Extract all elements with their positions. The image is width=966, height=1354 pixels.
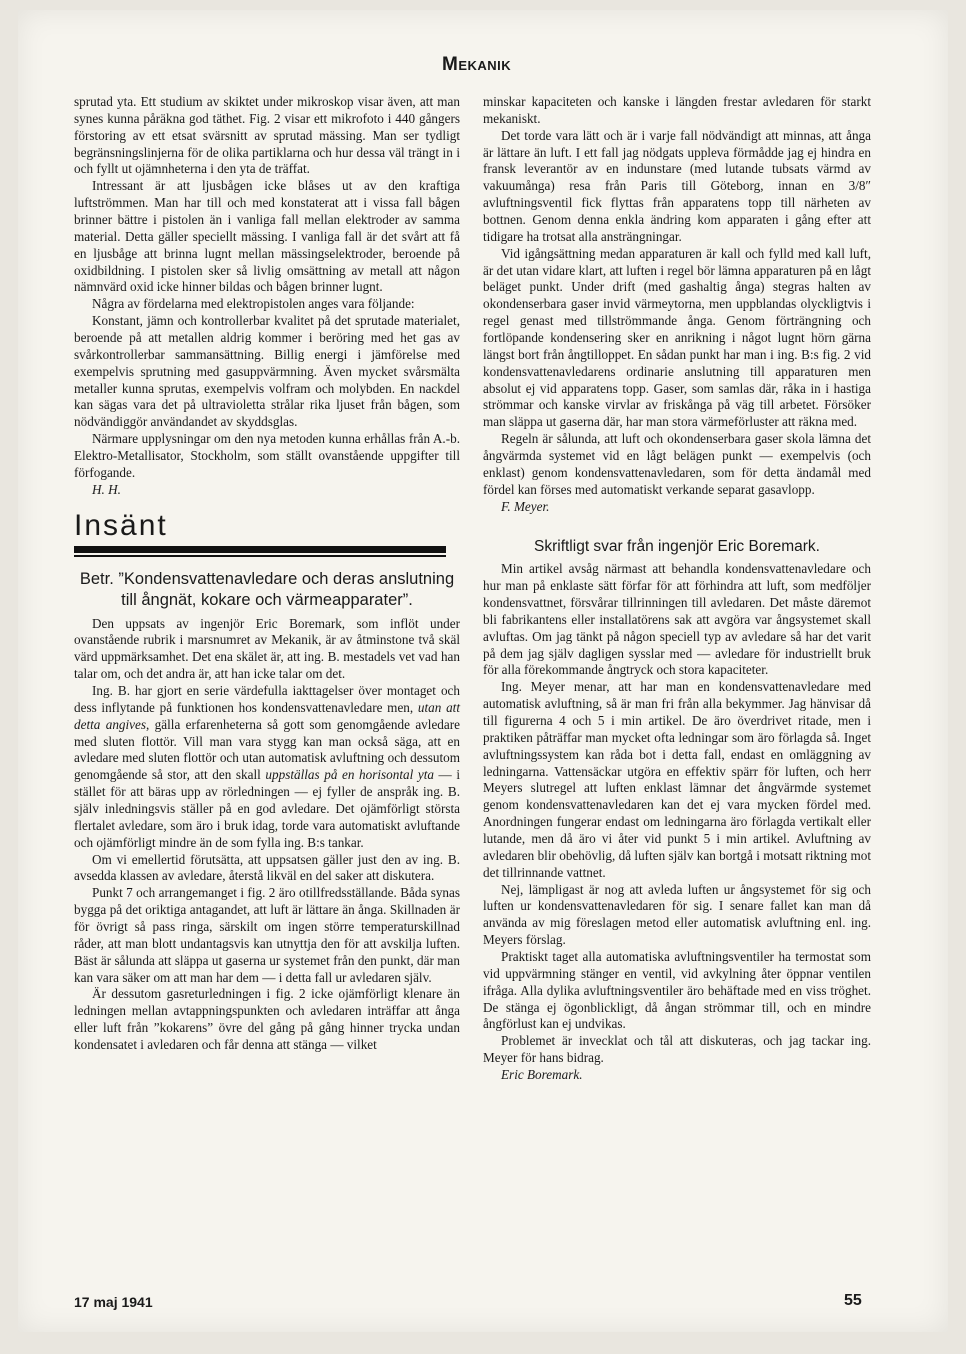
paragraph: Vid igångsättning medan apparaturen är kall och fylld med kall luft, är det utan vidare klart, att luften i regel bör lämna apparaturen på en lågt beläget punkt. Under drift (med gashaltig ånga) stegras halten av okondenserbara gaser invid värmeytorna, men uppblandas olyckligtvis i regel genast med tillströmmande ånga. Genom förträngning och fortlöpande kondensering sker en anrikning i något lugnt hörn gärna längst bort från ångtilloppet. En sådan punkt har man i ing. B:s fig. 2 vid kondensvattenavledarens ordinarie anslutning till apparaturen men absolut ej vid apparatens topp. Gaser, som samlas där, råka in i hastiga strömmar och kanske virvlar av friskånga på väg till arbetet. Försöker man släppa ut gaserna där, har man stora värmeförluster att räkna med. bbox=[483, 245, 871, 430]
emphasis-text: uppställas på en horisontal yta bbox=[265, 767, 434, 783]
paragraph: Ing. Meyer menar, att har man en kondensvattenavledare med automatisk avluftning, så är man fri från alla bekymmer. Jag hänvisar då till figurerna 4 och 5 i min artikel. De äro överdrivet ritade, men i praktiken påträffar man mycket ofta ledningar som äro förlagda så. Inget avluftningssystem kan råda bot i detta fall, endast en omläggning av ledningarna. Vattensäckar utgöra en effektiv spärr för luften, och herr Meyers slutregel att luften enklast lämnar det ångvärmde systemet genom kondensvattenavledaren kan det ej vara mycken fördel med. Anordningen fungerar endast om ledningarna äro förlagda vertikalt eller lutande, men då äro vi åter vid punkt 5 i min artikel. Avluftning av avledaren blir obehövlig, då luften själv kan bortgå i motsatt riktning mot det tillrinnande vattnet. bbox=[483, 679, 871, 880]
paragraph: Närmare upplysningar om den nya metoden kunna erhållas från A.-b. Elektro-Metallisator, Stockholm, som ställt ovanstående uppgifter till förfogande. bbox=[74, 431, 460, 480]
paragraph: Det torde vara lätt och är i varje fall nödvändigt att minnas, att ånga är lättare än luft. I ett fall jag nödgats uppleva förmådde jag ej hindra en fransk leverantör av en indunstare (med lutande tubsats värmd av vakuumånga) resa från Paris till Göteborg, innan en 3/8″ avluftningsventil fick flyttas från apparatens topp till närheten av bottnen. Genom denna enkla ändring kom apparaten i gång efter att tidigare ha trotsat alla ansträngningar. bbox=[483, 127, 871, 244]
magazine-page bbox=[18, 10, 948, 1332]
paragraph: Problemet är invecklat och tål att diskuteras, och jag tackar ing. Meyer för hans bidrag. bbox=[483, 1033, 871, 1066]
text-run: — i stället för att bäras upp av rörledningen — ej fyller de anspråk ing. B. själv inledningsvis ställer på en god avledare. Det ojämförligt största flertalet avledare, som äro i bruk idag, torde vara automatiskt avluftande och ojämförligt mindre än de som fylla ing. B:s tankar. bbox=[74, 767, 460, 850]
paragraph: Är dessutom gasreturledningen i fig. 2 icke ojämförligt klenare än ledningen mellan avtappningspunkten och avledaren inträffar att ånga eller luft från ”kokarens” övre del gång på gång hinner trycka undan kondensatet i avledaren och får denna att stänga — vilket bbox=[74, 986, 460, 1052]
footer-date: 17 maj 1941 bbox=[74, 1294, 153, 1310]
text-run: , gälla erfarenheterna så gott som genomgående avledare med sluten flottör. Vill man vara stygg kan man också säga, att en avledare med sluten flottör och utan automatisk avluftning och dessutom genomgående så stor, att den skall bbox=[74, 716, 460, 783]
right-column bbox=[483, 94, 871, 1084]
page-header-title: Mekanik bbox=[442, 54, 512, 75]
letter-heading: Betr. ”Kondensvattenavledare och deras anslutning till ångnät, kokare och värmeapparater”. bbox=[79, 569, 455, 610]
paragraph: Konstant, jämn och kontrollerbar kvalitet på det sprutade materialet, beroende på att metallen aldrig kommer i beröring med het gas av svårkontrollerbar sammansättning. Billig energi i jämförelse med exempelvis sprutning med gasuppvärmning. Även mycket svårsmälta metaller kunna sprutas, exempelvis volfram och molybden. En nackdel kan sägas vara det på ultravioletta strålar rika ljuset från bågen, som nödvändiggör användandet av skyddsglas. bbox=[74, 313, 460, 430]
signature-hh: H. H. bbox=[92, 481, 121, 497]
text-run: Ing. B. har gjort en serie värdefulla iakttagelser över montaget och dess inflytande på funktionen hos kondensvattenavledare men, bbox=[74, 682, 460, 715]
paragraph: Praktiskt taget alla automatiska avluftningsventiler ha termostat som vid uppvärmning stänger en ventil, vid avkylning åter öppnar ventilen ifråga. Alla dylika avluftningsventiler äro behäftade med en viss tröghet. De stänga ej ögonblickligt, då ångan strömmar till, och en mindre ångförlust kan ej undvikas. bbox=[483, 949, 871, 1032]
signature-boremark: Eric Boremark. bbox=[501, 1067, 583, 1083]
emphasis-text: utan att detta angives bbox=[74, 699, 460, 732]
paragraph: sprutad yta. Ett studium av skiktet under mikroskop visar även, att man synes kunna påräkna god täthet. Fig. 2 visar ett mikrofoto i 440 gångers förstoring av ett etsat svärsnitt av sprutad mässing. Man ser tydligt begränsningslinjerna för de olika partiklarna och hur dessa väl trängt in i och fyllt ut ojämnheterna i den yta de träffat. bbox=[74, 94, 460, 177]
paragraph: Intressant är att ljusbågen icke blåses ut av den kraftiga luftströmmen. Man har till och med konstaterat att i vissa fall bågen brinner bättre i pistolen än i vanliga fall mellan elektroder av samma material. Detta gäller speciellt mässing. I vanliga fall är det svårt att få en ljusbåge att brinna lugnt mellan mässingselektroder, beroende på oxidbildning. I pistolen sker så livlig omsättning av metall att någon nämnvärd oxid icke hinner bildas och bågen brinner lugnt. bbox=[74, 178, 460, 295]
paragraph: minskar kapaciteten och kanske i längden frestar avledaren för starkt mekaniskt. bbox=[483, 94, 871, 126]
left-column bbox=[74, 94, 460, 1054]
paragraph: Regeln är sålunda, att luft och okondenserbara gaser skola lämna det ångvärmda systemet vid en lågt belägen punkt — exempelvis (och enklast) genom kondensvattenavledaren, som för detta ändamål med fördel kan förses med automatiskt verkande separat gasavlopp. bbox=[483, 431, 871, 497]
reply-heading: Skriftligt svar från ingenjör Eric Boremark. bbox=[534, 538, 820, 556]
page-number: 55 bbox=[844, 1292, 862, 1309]
signature-meyer: F. Meyer. bbox=[501, 498, 550, 514]
paragraph: Punkt 7 och arrangemanget i fig. 2 äro otillfredsställande. Båda synas bygga på det oriktiga antagandet, att luft är lättare än ånga. Skillnaden är för övrigt så pass ringa, särskilt om ingen större temperaturskillnad råder, att man blott undantagsvis kan utnyttja den för att avskilja luften. Bäst är sålunda att släppa ut gaserna ur systemet från den punkt, där man kan vara säker om att man har dem — i detta fall ur avledaren själv. bbox=[74, 885, 460, 985]
paragraph: Den uppsats av ingenjör Eric Boremark, som inflöt under ovanstående rubrik i marsnumret av Mekanik, är av åtminstone två skäl värd uppmärksamhet. Det ena skälet är, att ing. B. mestadels vet vad han talar om, och det andra är, att han icke talar om det. bbox=[74, 615, 460, 682]
section-rule bbox=[74, 546, 446, 553]
paragraph: Min artikel avsåg närmast att behandla kondensvattenavledare och hur man på enklaste sätt förfar för att förhindra att luft, som medföljer kondensvattnet, försvårar tillrinningen till avledaren. Det måste däremot bli fabrikantens eller installatörens sak att avgöra var ångsystemet skall avluftas. Om jag tänkt på någon speciell typ av avledare så har det varit på dem jag själv dagligen sysslar med — avledare för industriellt bruk för alla förekommande ångtryck och stora kapaciteter. bbox=[483, 561, 871, 678]
paragraph bbox=[74, 683, 460, 852]
paragraph: Några av fördelarna med elektropistolen anges vara följande: bbox=[92, 296, 415, 312]
section-title: Insänt bbox=[74, 508, 168, 542]
paragraph: Nej, lämpligast är nog att avleda luften ur ångsystemet för sig och luften ur kondensvattenavledaren för sig. I senare fallet kan man då använda av mig föreslagen metod eller automatisk avluftning enl. ing. Meyers förslag. bbox=[483, 881, 871, 948]
section-rule-thin bbox=[74, 555, 446, 557]
paragraph: Om vi emellertid förutsätta, att uppsatsen gäller just den av ing. B. avsedda klassen av avledare, återstå likväl en del saker att diskutera. bbox=[74, 851, 460, 884]
